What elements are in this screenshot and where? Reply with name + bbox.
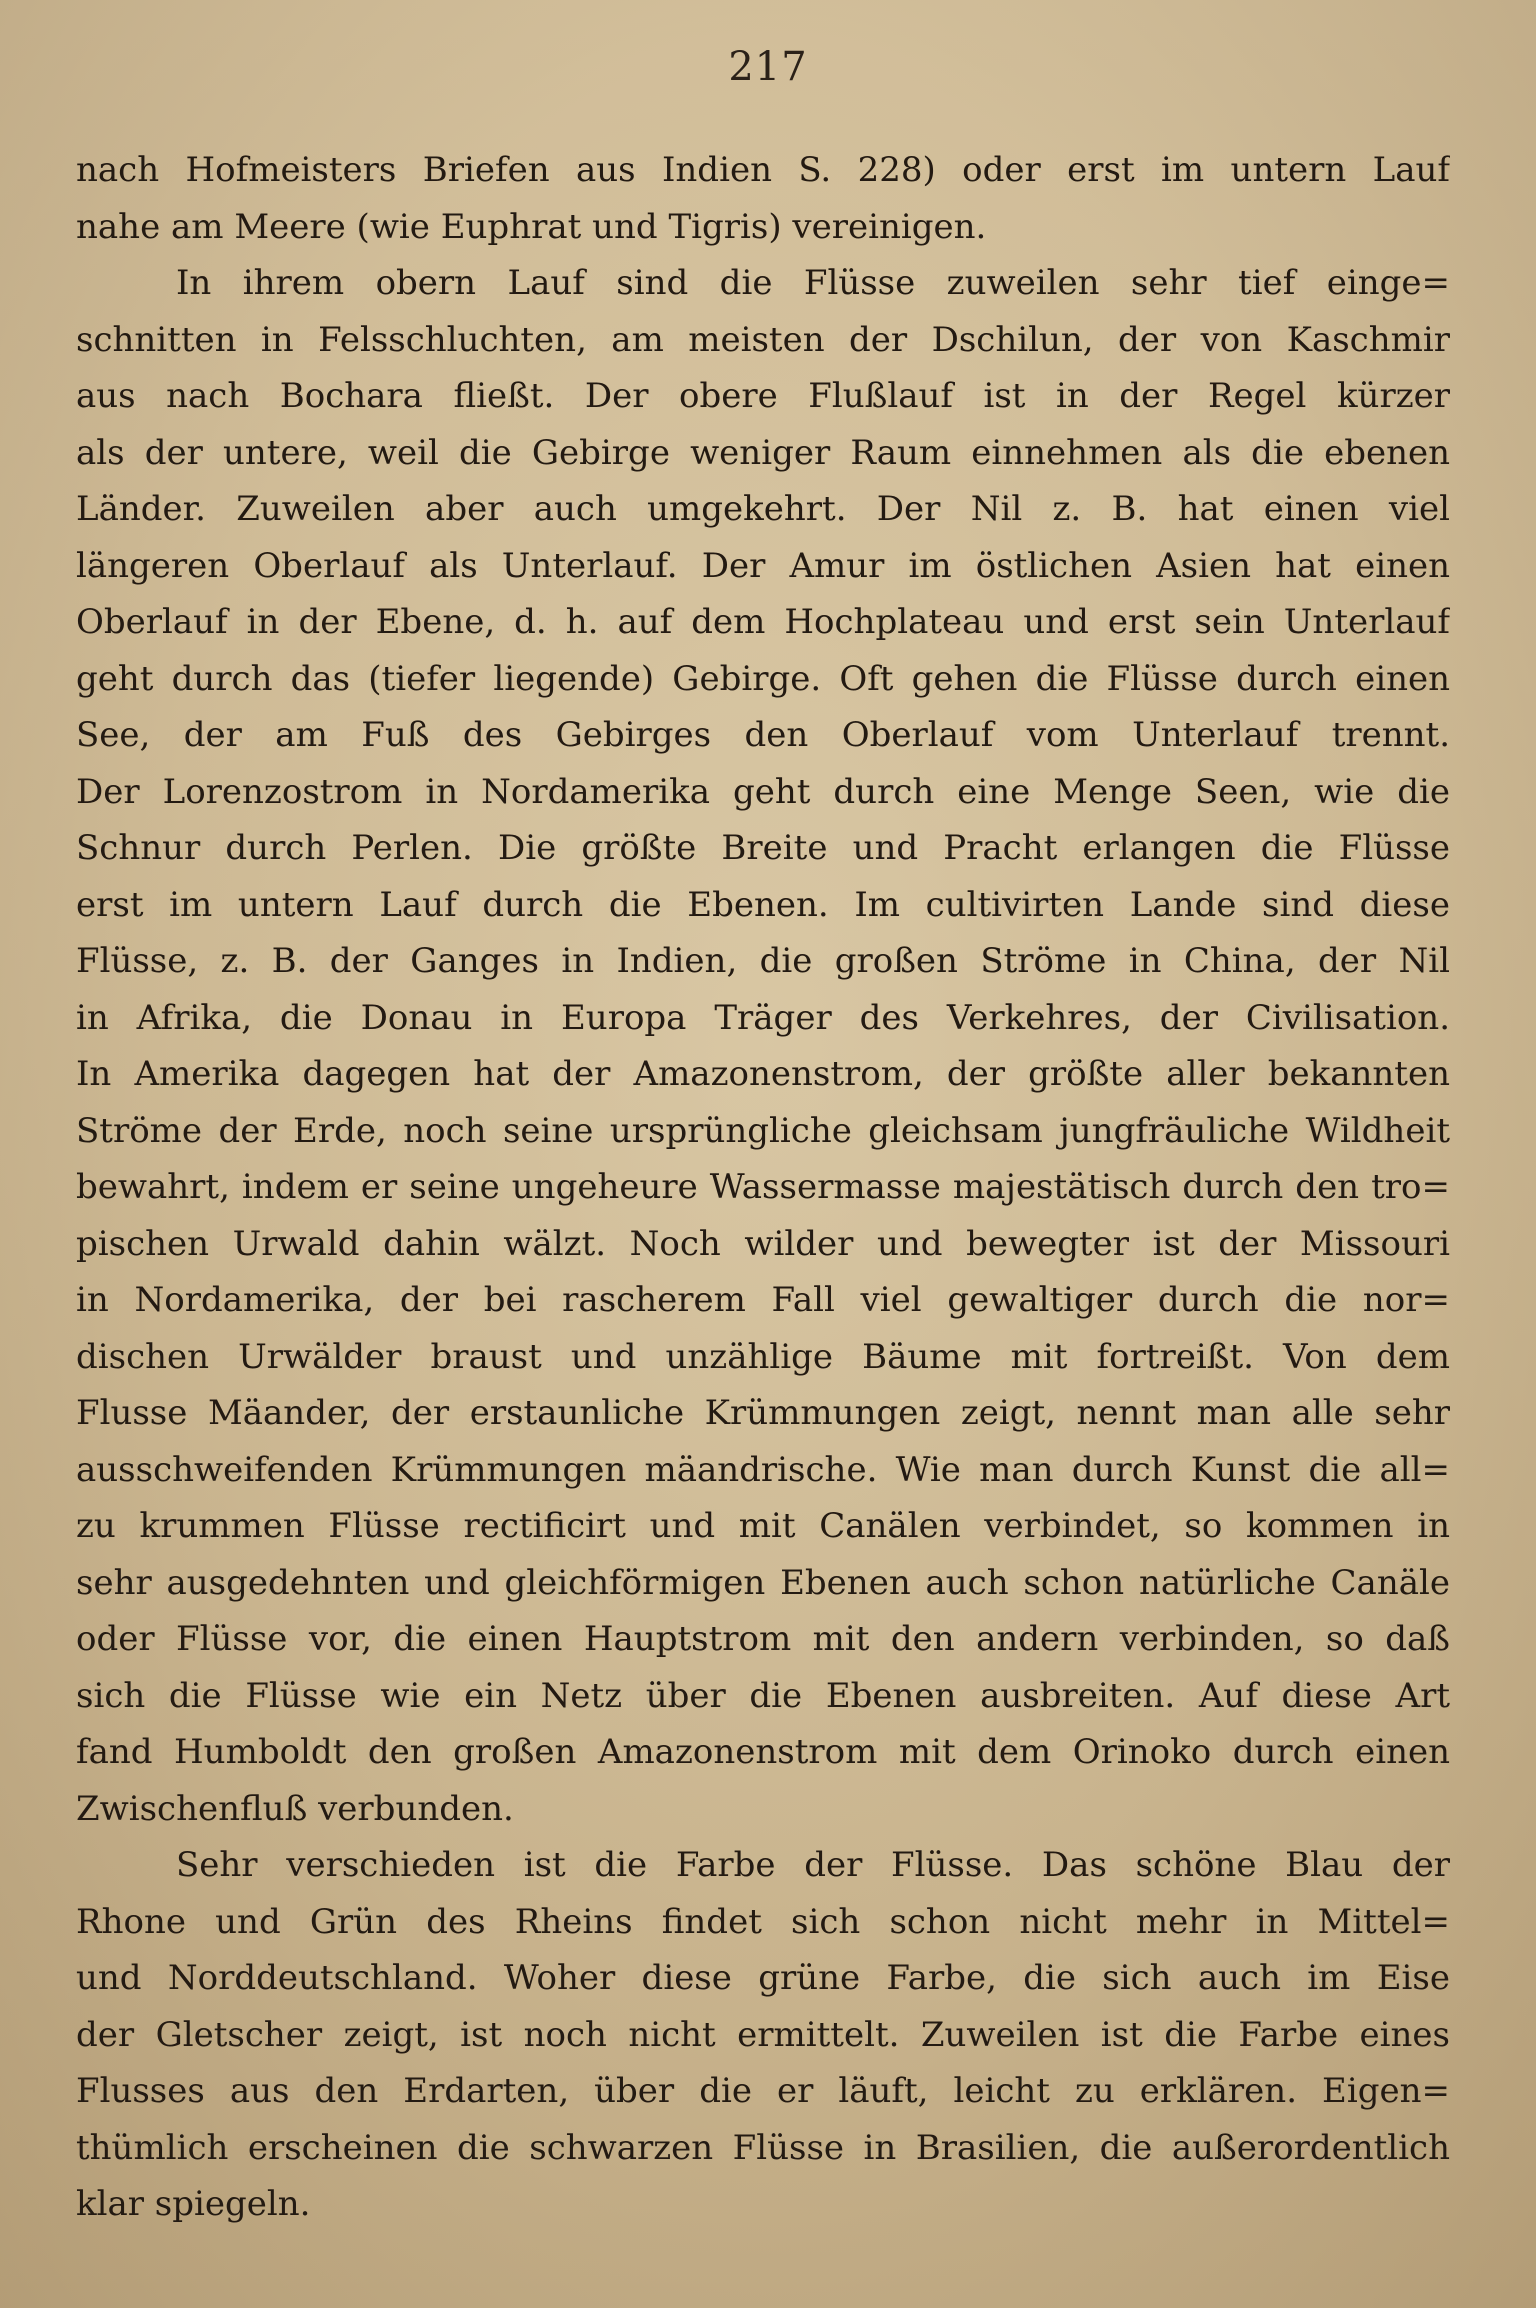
text-line: In Amerika dagegen hat der Amazonenstrom, der größte aller bekannten	[76, 1054, 1450, 1094]
text-line: Flusses aus den Erdarten, über die er läuft, leicht zu erklären. Eigen=	[76, 2071, 1450, 2111]
text-line: klar spiegeln.	[76, 2184, 311, 2224]
text-line: aus nach Bochara fließt. Der obere Flußlauf ist in der Regel kürzer	[76, 376, 1450, 416]
text-line: schnitten in Felsschluchten, am meisten der Dschilun, der von Kaschmir	[76, 319, 1450, 360]
text-line: oder Flüsse vor, die einen Hauptstrom mit den andern verbinden, so daß	[76, 1619, 1450, 1659]
text-line: Flusse Mäander, der erstaunliche Krümmungen zeigt, nennt man alle sehr	[76, 1393, 1450, 1433]
text-line: geht durch das (tiefer liegende) Gebirge. Oft gehen die Flüsse durch einen	[76, 658, 1450, 699]
text-line: sehr ausgedehnten und gleichförmigen Ebenen auch schon natürliche Canäle	[76, 1562, 1450, 1603]
text-line: Ströme der Erde, noch seine ursprüngliche gleichsam jungfräuliche Wildheit	[76, 1110, 1450, 1151]
text-line: zu krummen Flüsse rectificirt und mit Canälen verbindet, so kommen in	[76, 1506, 1450, 1546]
text-line: Rhone und Grün des Rheins findet sich schon nicht mehr in Mittel=	[76, 1901, 1450, 1942]
text-line: nach Hofmeisters Briefen aus Indien S. 228) oder erst im untern Lauf	[76, 150, 1450, 190]
text-line: Oberlauf in der Ebene, d. h. auf dem Hochplateau und erst sein Unterlauf	[76, 602, 1450, 642]
text-line: in Afrika, die Donau in Europa Träger des Verkehres, der Civilisation.	[76, 997, 1450, 1038]
text-line: Der Lorenzostrom in Nordamerika geht durch eine Menge Seen, wie die	[76, 771, 1450, 812]
text-line: nahe am Meere (wie Euphrat und Tigris) vereinigen.	[76, 206, 987, 247]
text-line: pischen Urwald dahin wälzt. Noch wilder und bewegter ist der Missouri	[76, 1223, 1450, 1264]
text-line: erst im untern Lauf durch die Ebenen. Im cultivirten Lande sind diese	[76, 884, 1450, 925]
body-text	[76, 142, 1450, 2233]
paragraph-first-line: In ihrem obern Lauf sind die Flüsse zuweilen sehr tief einge=	[176, 263, 1450, 303]
page-number: 217	[728, 44, 808, 90]
text-line: Länder. Zuweilen aber auch umgekehrt. Der Nil z. B. hat einen viel	[76, 489, 1450, 529]
text-line: fand Humboldt den großen Amazonenstrom mit dem Orinoko durch einen	[76, 1732, 1450, 1772]
text-line: in Nordamerika, der bei rascherem Fall viel gewaltiger durch die nor=	[76, 1280, 1450, 1320]
text-line: Schnur durch Perlen. Die größte Breite und Pracht erlangen die Flüsse	[76, 828, 1450, 868]
paragraph-first-line: Sehr verschieden ist die Farbe der Flüsse. Das schöne Blau der	[176, 1845, 1450, 1885]
text-line: See, der am Fuß des Gebirges den Oberlauf vom Unterlauf trennt.	[76, 715, 1450, 755]
text-line: ausschweifenden Krümmungen mäandrische. Wie man durch Kunst die all=	[76, 1449, 1450, 1490]
text-line: bewahrt, indem er seine ungeheure Wassermasse majestätisch durch den tro=	[76, 1167, 1450, 1207]
text-line: Flüsse, z. B. der Ganges in Indien, die großen Ströme in China, der Nil	[76, 941, 1450, 981]
text-line: dischen Urwälder braust und unzählige Bäume mit fortreißt. Von dem	[76, 1336, 1450, 1377]
text-line: längeren Oberlauf als Unterlauf. Der Amur im östlichen Asien hat einen	[76, 545, 1450, 586]
text-line: als der untere, weil die Gebirge weniger Raum einnehmen als die ebenen	[76, 432, 1450, 473]
text-line: und Norddeutschland. Woher diese grüne Farbe, die sich auch im Eise	[76, 1958, 1450, 1998]
text-line: Zwischenfluß verbunden.	[76, 1788, 514, 1829]
text-line: sich die Flüsse wie ein Netz über die Ebenen ausbreiten. Auf diese Art	[76, 1675, 1450, 1716]
text-line: thümlich erscheinen die schwarzen Flüsse in Brasilien, die außerordentlich	[76, 2127, 1450, 2168]
text-line: der Gletscher zeigt, ist noch nicht ermittelt. Zuweilen ist die Farbe eines	[76, 2014, 1450, 2055]
